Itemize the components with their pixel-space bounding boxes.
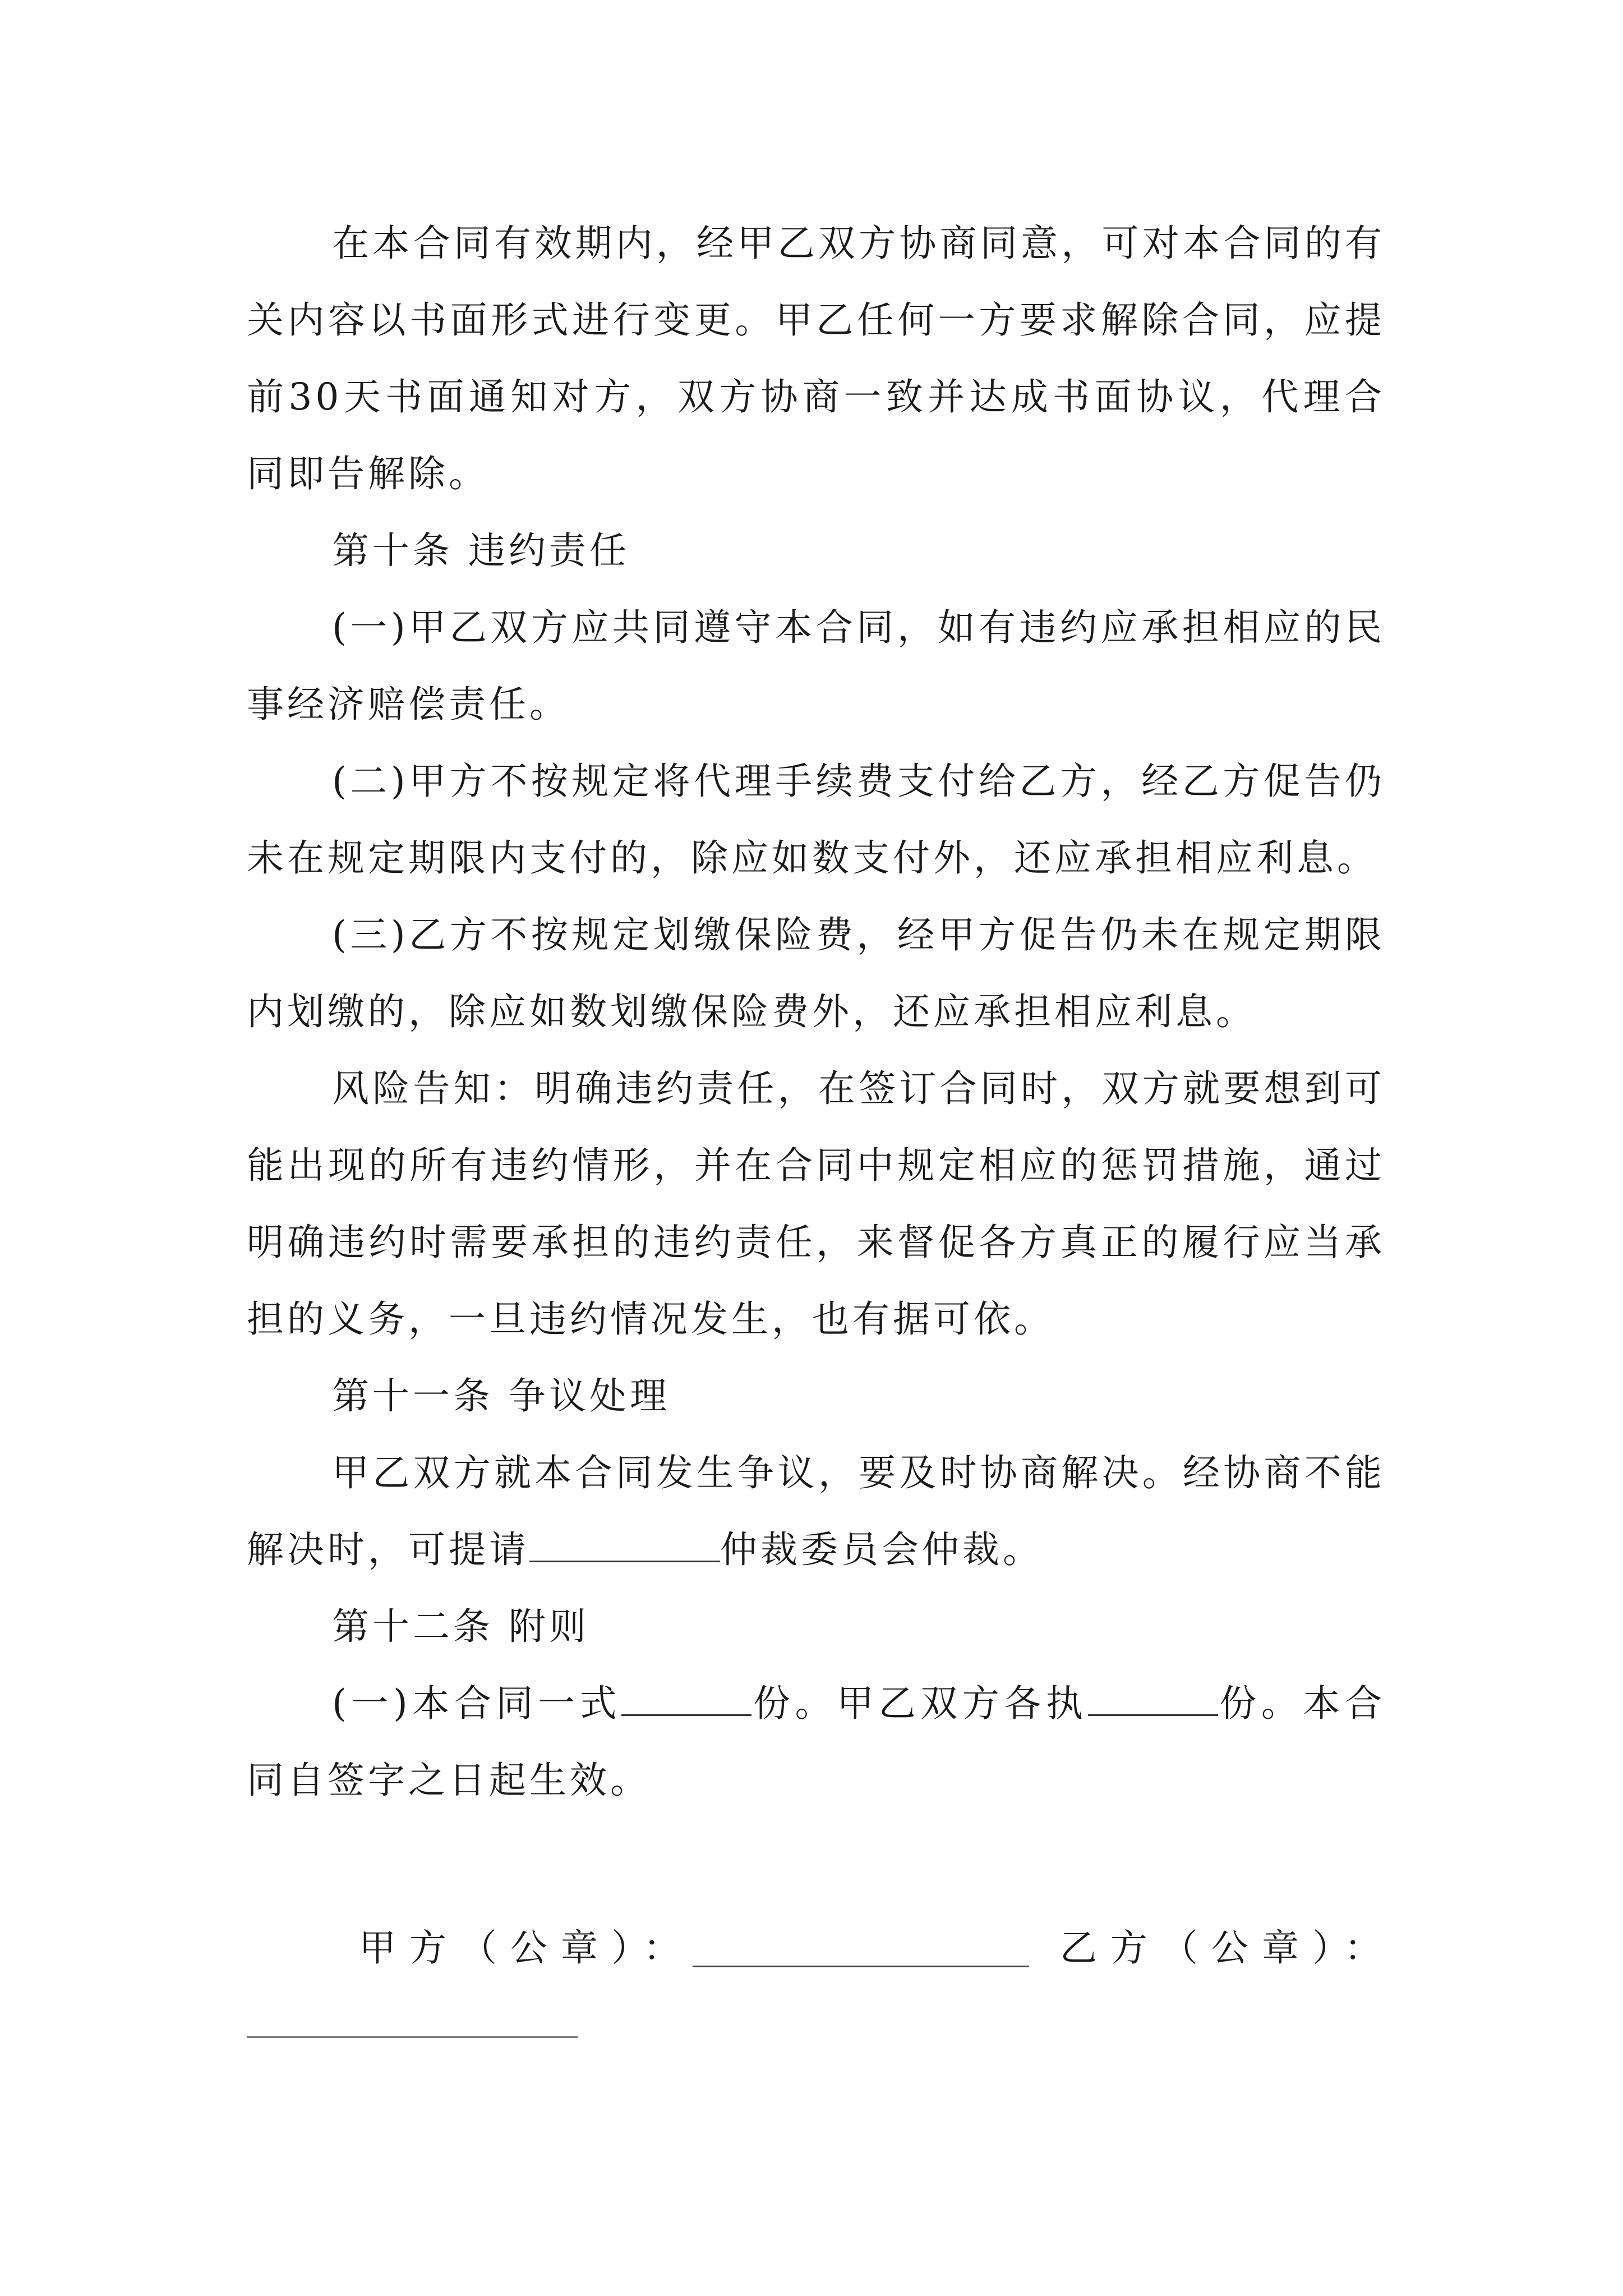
party-a-signature-line bbox=[693, 1966, 1029, 1967]
annex-part-3: 份。本合同自签字之日起生效。 bbox=[247, 1682, 1386, 1802]
heading-article-12: 第十二条 附则 bbox=[332, 1605, 589, 1648]
arbitration-committee-blank bbox=[529, 1527, 720, 1562]
signature-row bbox=[359, 1917, 1413, 1979]
heading-article-10: 第十条 违约责任 bbox=[332, 529, 630, 572]
dispute-text-before: 甲乙双方就本合同发生争议，要及时协商解决。经协商不能解决时，可提请 bbox=[247, 1451, 1385, 1571]
paragraph-annex-1 bbox=[247, 1665, 1385, 1819]
copies-total-blank bbox=[621, 1681, 751, 1716]
footnote-divider bbox=[247, 2036, 578, 2038]
paragraph-breach-1: (一)甲乙双方应共同遵守本合同，如有违约应承担相应的民事经济赔偿责任。 bbox=[247, 606, 1385, 726]
annex-part-2: 份。甲乙双方各执 bbox=[751, 1682, 1088, 1725]
paragraph-risk-notice: 风险告知：明确违约责任，在签订合同时，双方就要想到可能出现的所有违约情形，并在合同中规定相应的惩罚措施，通过明确违约时需要承担的违约责任，来督促各方真正的履行应当承担的义务，一旦违约情况发生，也有据可依。 bbox=[247, 1067, 1385, 1341]
paragraph-breach-2: (二)甲方不按规定将代理手续费支付给乙方，经乙方促告仍未在规定期限内支付的，除应如数支付外，还应承担相应利息。 bbox=[247, 760, 1385, 880]
paragraph-breach-3: (三)乙方不按规定划缴保险费，经甲方促告仍未在规定期限内划缴的，除应如数划缴保险费外，还应承担相应利息。 bbox=[247, 913, 1385, 1033]
party-a-seal-label: 甲方（公章）： bbox=[359, 1926, 694, 1970]
heading-article-11: 第十一条 争议处理 bbox=[332, 1374, 670, 1418]
copies-each-blank bbox=[1088, 1681, 1218, 1716]
contract-body bbox=[247, 205, 1385, 1819]
party-b-seal-label: 乙方（公章）： bbox=[1060, 1926, 1395, 1970]
annex-part-1: (一)本合同一式 bbox=[332, 1682, 622, 1725]
dispute-text-after: 仲裁委员会仲裁。 bbox=[720, 1528, 1043, 1571]
paragraph-contract-change: 在本合同有效期内，经甲乙双方协商同意，可对本合同的有关内容以书面形式进行变更。甲乙任何一方要求解除合同，应提前30天书面通知对方，双方协商一致并达成书面协议，代理合同即告解除。 bbox=[247, 222, 1385, 495]
paragraph-dispute bbox=[247, 1434, 1385, 1588]
